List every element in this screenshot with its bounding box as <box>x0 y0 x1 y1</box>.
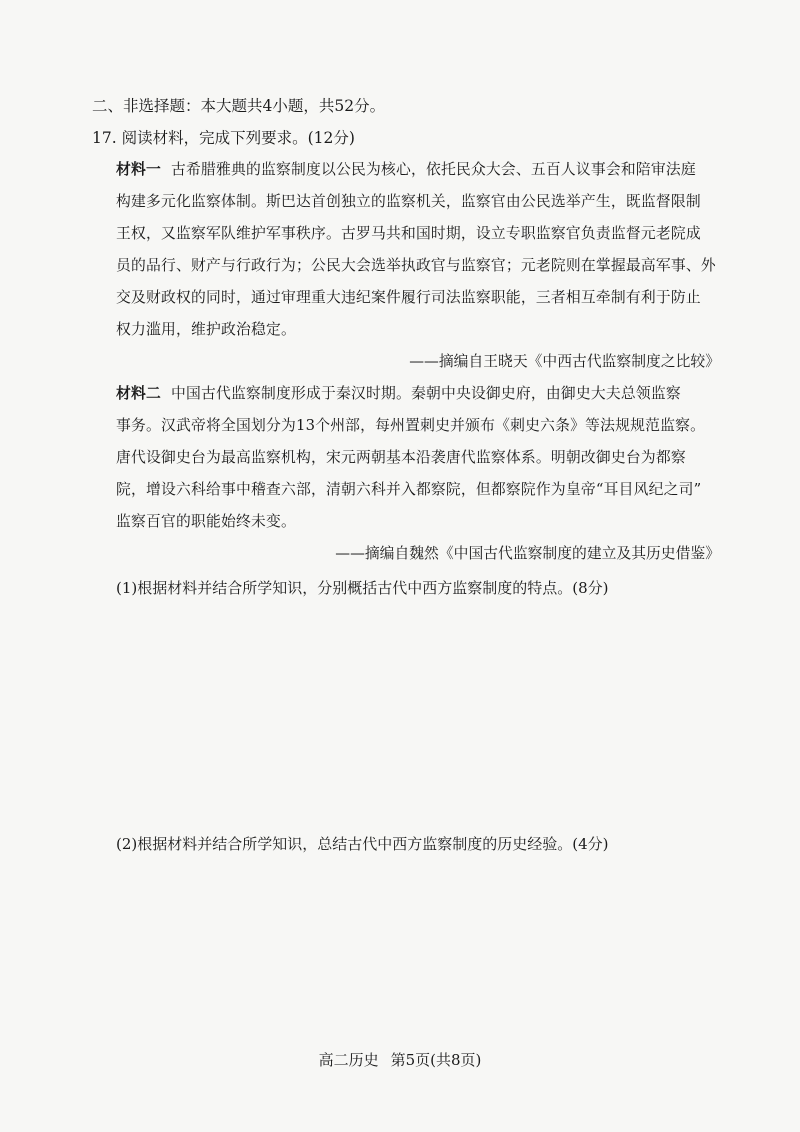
page-footer <box>0 1050 800 1070</box>
material1-label: 材料一 <box>116 161 161 178</box>
material2-line-1 <box>116 384 681 404</box>
footer-subject: 高二历史 <box>318 1051 379 1069</box>
material2-source: ——摘编自魏然《中国古代监察制度的建立及其历史借鉴》 <box>335 545 720 562</box>
section-header: 二、非选择题：本大题共4小题，共52分。 <box>92 97 386 115</box>
material2-line-3: 唐代设御史台为最高监察机构，宋元两朝基本沿袭唐代监察体系。明朝改御史台为都察 <box>116 449 686 466</box>
material1-line-6: 权力滥用，维护政治稳定。 <box>116 321 296 338</box>
material2-label: 材料二 <box>116 385 161 402</box>
material2-line-2: 事务。汉武帝将全国划分为13个州部，每州置刺史并颁布《刺史六条》等法规规范监察。 <box>116 417 706 434</box>
material1-line-5: 交及财政权的同时，通过审理重大违纪案件履行司法监察职能，三者相互牵制有利于防止 <box>116 289 701 306</box>
footer-page: 第5页(共8页) <box>390 1051 482 1069</box>
material1-line-3: 王权，又监察军队维护军事秩序。古罗马共和国时期，设立专职监察官负责监督元老院成 <box>116 225 701 242</box>
material1-text-1: 古希腊雅典的监察制度以公民为核心，依托民众大会、五百人议事会和陪审法庭 <box>171 161 696 178</box>
material2-line-4: 院，增设六科给事中稽查六部，清朝六科并入都察院，但都察院作为皇帝“耳目风纪之司” <box>116 481 702 498</box>
material2-text-1: 中国古代监察制度形成于秦汉时期。秦朝中央设御史府，由御史大夫总领监察 <box>171 385 681 402</box>
sub-question-1: (1)根据材料并结合所学知识，分别概括古代中西方监察制度的特点。(8分) <box>116 579 609 597</box>
material1-line-4: 员的品行、财产与行政行为；公民大会选举执政官与监察官；元老院则在掌握最高军事、外 <box>116 257 716 274</box>
material1-line-1 <box>116 160 696 180</box>
material1-line-2: 构建多元化监察体制。斯巴达首创独立的监察机关，监察官由公民选举产生，既监督限制 <box>116 193 701 210</box>
material1-source: ——摘编自王晓天《中西古代监察制度之比较》 <box>409 353 720 370</box>
sub-question-2: (2)根据材料并结合所学知识，总结古代中西方监察制度的历史经验。(4分) <box>116 835 609 853</box>
material2-line-5: 监察百官的职能始终未变。 <box>116 513 296 530</box>
question-title: 17. 阅读材料，完成下列要求。(12分) <box>92 129 355 147</box>
